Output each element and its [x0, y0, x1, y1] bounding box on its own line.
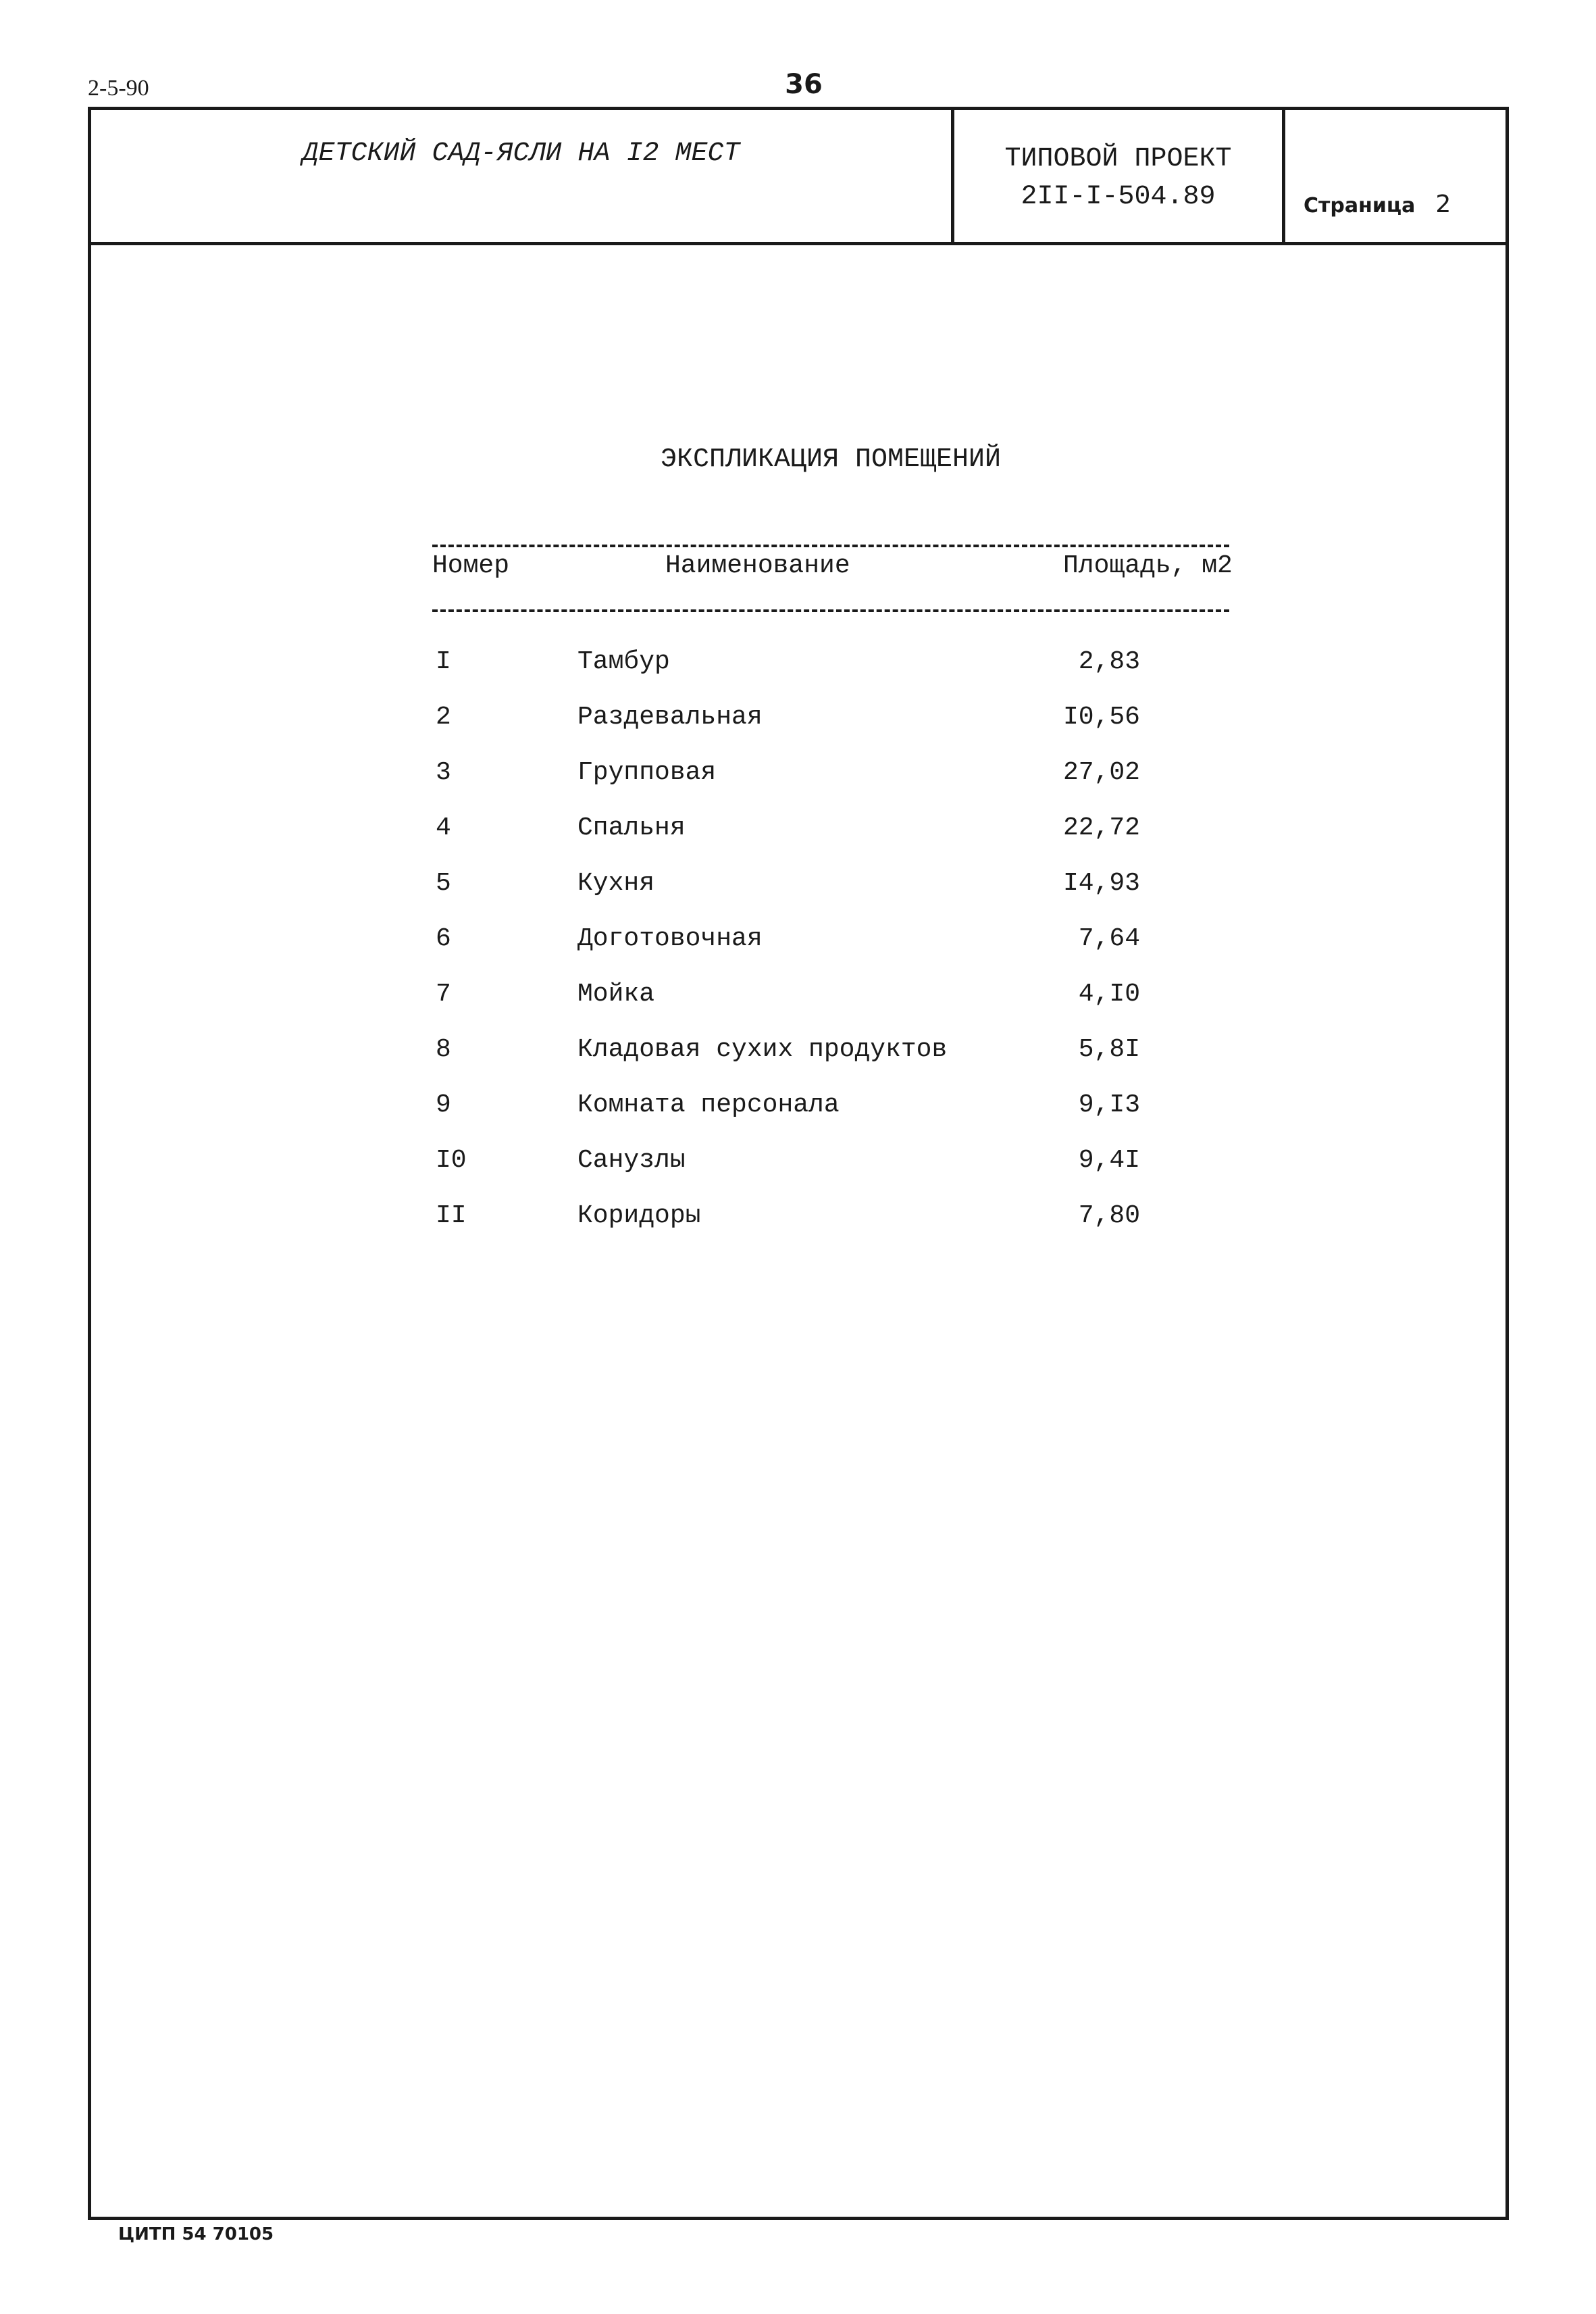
table-row: [0, 869, 1596, 909]
room-name: Кухня: [577, 869, 655, 898]
room-number: I: [436, 647, 451, 676]
room-name: Коридоры: [577, 1201, 701, 1230]
room-name: Кладовая сухих продуктов: [577, 1035, 948, 1064]
table-row: [0, 703, 1596, 743]
room-area: 4,I0: [1078, 980, 1140, 1009]
room-number: I0: [436, 1146, 467, 1175]
table-top-rule: [432, 545, 1229, 547]
document-title: ЭКСПЛИКАЦИЯ ПОМЕЩЕНИЙ: [660, 445, 1002, 475]
room-number: 4: [436, 813, 451, 842]
room-name: Тамбур: [577, 647, 670, 676]
table-row: [0, 813, 1596, 854]
room-area: 7,64: [1078, 924, 1140, 953]
project-type-label: ТИПОВОЙ ПРОЕКТ: [1004, 144, 1232, 174]
room-area: I4,93: [1062, 869, 1140, 898]
room-name: Доготовочная: [577, 924, 763, 953]
column-header-area: Площадь, м2: [1063, 551, 1233, 580]
room-number: 6: [436, 924, 451, 953]
room-area: 22,72: [1062, 813, 1140, 842]
room-name: Санузлы: [577, 1146, 686, 1175]
page-value: 2: [1435, 191, 1451, 218]
room-number: 5: [436, 869, 451, 898]
project-title: ДЕТСКИЙ САД-ЯСЛИ НА I2 МЕСТ: [302, 139, 740, 169]
table-row: [0, 924, 1596, 965]
publisher-code: ЦИТП 54 70105: [118, 2224, 274, 2244]
room-name: Комната персонала: [577, 1090, 840, 1120]
room-number: 9: [436, 1090, 451, 1120]
table-row: [0, 1146, 1596, 1186]
room-area: 2,83: [1078, 647, 1140, 676]
room-name: Спальня: [577, 813, 686, 842]
document-date: 2-5-90: [88, 76, 149, 101]
page-indicator: [1304, 191, 1451, 218]
room-number: 2: [436, 703, 451, 732]
room-number: 7: [436, 980, 451, 1009]
room-area: I0,56: [1062, 703, 1140, 732]
room-area: 7,80: [1078, 1201, 1140, 1230]
table-row: [0, 647, 1596, 688]
header-divider: [88, 242, 1509, 245]
project-code: 2II-I-504.89: [1021, 182, 1216, 212]
table-row: [0, 1035, 1596, 1076]
room-area: 9,4I: [1078, 1146, 1140, 1175]
room-name: Раздевальная: [577, 703, 763, 732]
table-row: [0, 1090, 1596, 1131]
room-area: 9,I3: [1078, 1090, 1140, 1120]
column-header-name: Наименование: [665, 551, 850, 580]
table-row: [0, 980, 1596, 1020]
table-row: [0, 758, 1596, 799]
room-number: 3: [436, 758, 451, 787]
room-number: II: [436, 1201, 467, 1230]
room-area: 27,02: [1062, 758, 1140, 787]
project-type-block: [954, 141, 1282, 216]
room-name: Групповая: [577, 758, 717, 787]
header-separator-2: [1282, 107, 1285, 245]
room-area: 5,8I: [1078, 1035, 1140, 1064]
sheet-number: 36: [785, 69, 823, 100]
table-row: [0, 1201, 1596, 1242]
column-header-number: Номер: [432, 551, 510, 580]
room-name: Мойка: [577, 980, 655, 1009]
page-label: Страница: [1304, 194, 1416, 218]
table-header-rule: [432, 609, 1229, 612]
room-number: 8: [436, 1035, 451, 1064]
